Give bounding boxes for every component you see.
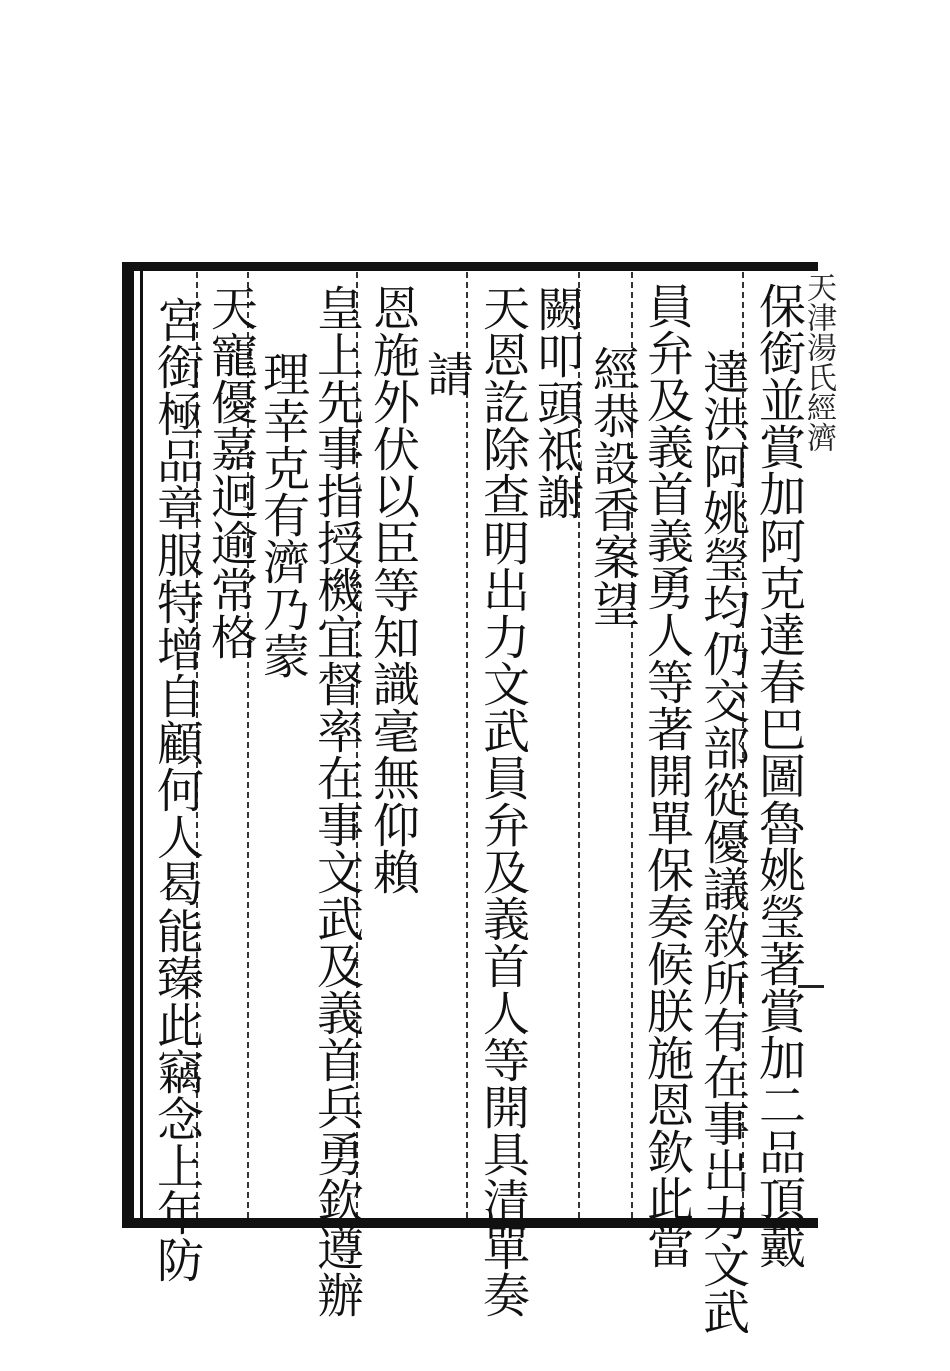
column-divider [466, 272, 468, 1218]
text-column: 宮銜極品章服特增自顧何人曷能臻此竊念上年防 [149, 296, 204, 1283]
text-column: 闕叩頭祗謝 [529, 285, 584, 520]
text-column: 經恭設香案望 [585, 345, 640, 627]
text-column: 天恩訖除查明出力文武員弁及義首人等開具清單奏 [475, 284, 530, 1318]
frame-left-inner-rule [140, 270, 143, 1220]
text-column: 保銜並賞加阿克達春巴圖魯姚瑩著賞加二品頂戴 [751, 282, 806, 1269]
text-column: 達洪阿姚瑩均仍交部從優議敘所有在事出力文武 [695, 348, 750, 1335]
page-header: 天津湯氏經濟 [801, 272, 836, 452]
text-column: 恩施外伏以臣等知識毫無仰賴 [365, 284, 420, 895]
text-column: 天寵優嘉迥逾常格 [203, 284, 258, 660]
text-column: 請 [419, 350, 474, 397]
text-column: 皇上先事指授機宜督率在事文武及義首兵勇欽遵辦 [309, 284, 364, 1318]
text-column: 理幸克有濟乃蒙 [255, 350, 310, 679]
frame-top-rule [122, 262, 818, 271]
text-column: 員弁及義首義勇人等著開單保奏候朕施恩欽此當 [639, 282, 694, 1269]
frame-left-rule [122, 262, 134, 1228]
